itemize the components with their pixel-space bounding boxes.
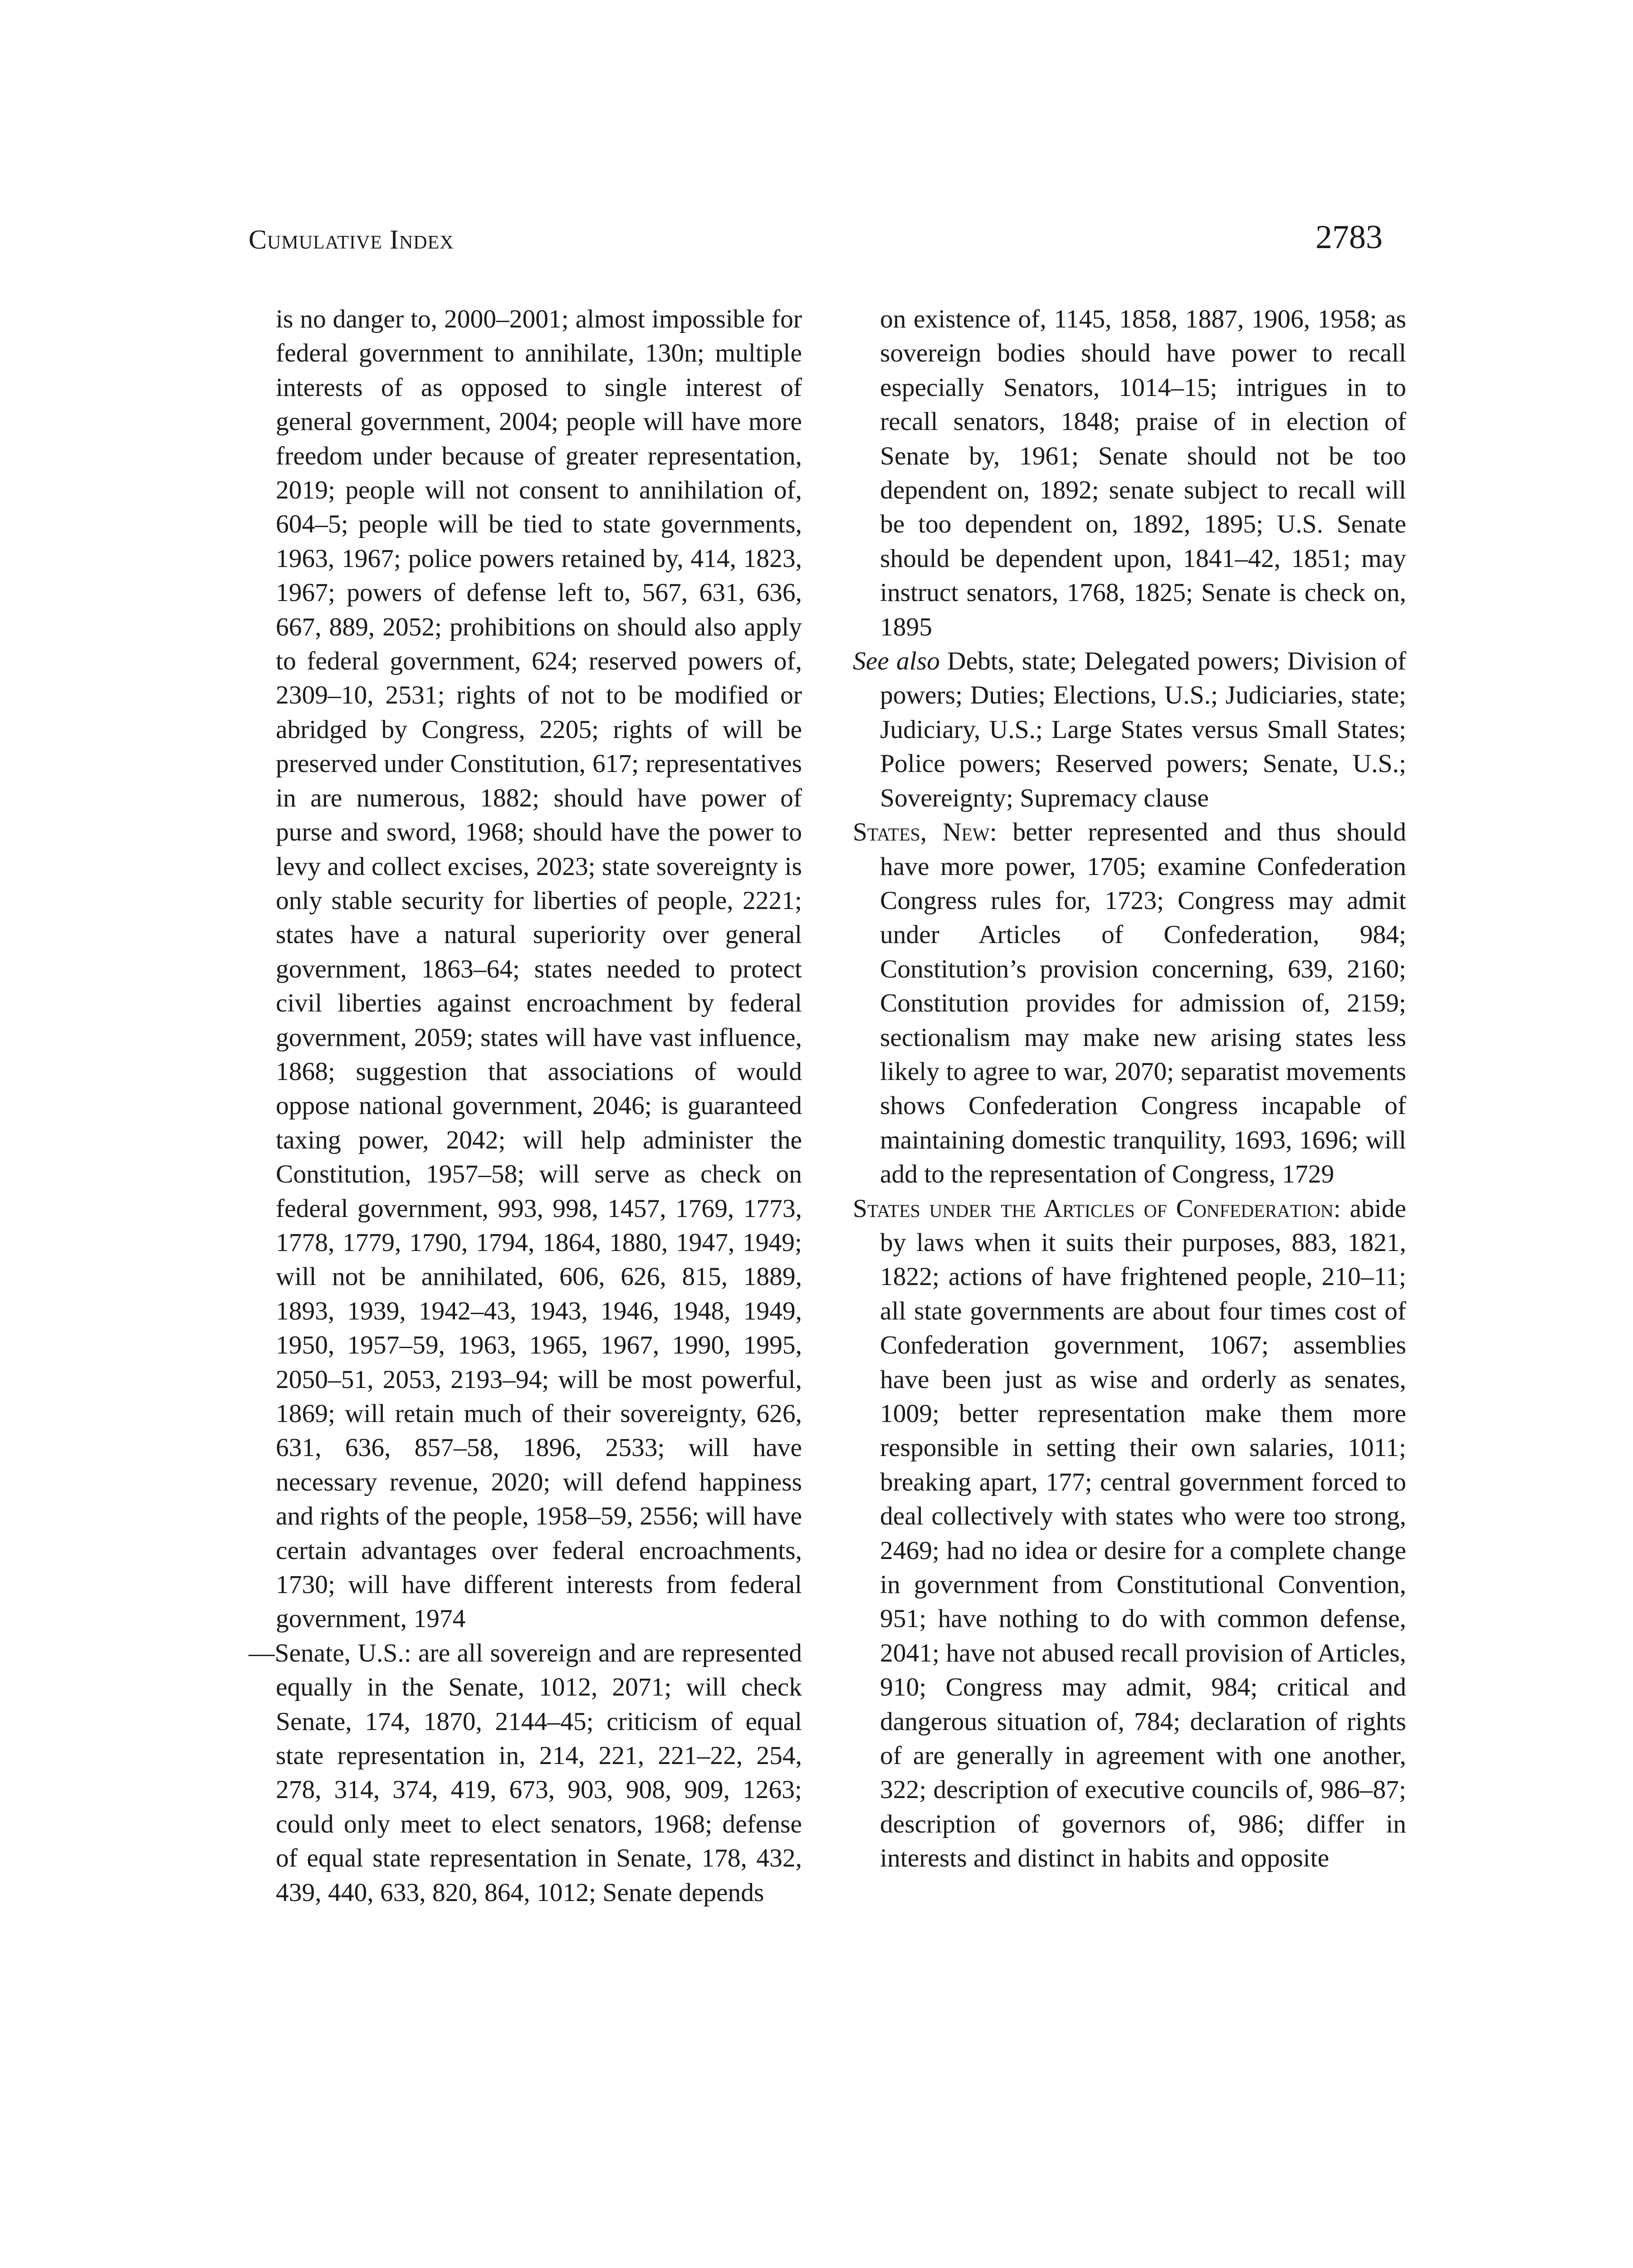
running-head: Cumulative Index — [249, 225, 454, 254]
subentry-text: are all sovereign and are represented equally in the Senate, 1012, 2071; will check Senate, 174, 1870, 2144–45; criticism of equal state representation in, 214, 221, 221–22, 254, 278, 314, 374, 419, 673, 903, 908, 909, 1263; could only meet to elect senators, 1968; defense of equal state representation in Senate, 178, 432, 439, 440, 633, 820, 864, 1012; Senate depends — [276, 1638, 802, 1907]
entry-heading: States under the Articles of Confederation: — [853, 1194, 1341, 1223]
index-subentry-senate — [249, 1636, 802, 1910]
see-also-text: Debts, state; Delegated powers; Division of powers; Duties; Elections, U.S.; Judiciaries, state; Judiciary, U.S.; Large States versus Small States; Police powers; Reserved powers; Senate, U.S.; Sovereignty; Supremacy clause — [880, 647, 1406, 812]
entry-text: abide by laws when it suits their purposes, 883, 1821, 1822; actions of have frightened people, 210–11; all state governments are about four times cost of Confederation government, 1067; assemblies have been just as wise and orderly as senates, 1009; better representation make them more responsible in setting their own salaries, 1011; breaking apart, 177; central government forced to deal collectively with states who were too strong, 2469; had no idea or desire for a complete change in government from Constitutional Convention, 951; have nothing to do with common defense, 2041; have not abused recall provision of Articles, 910; Congress may admit, 984; critical and dangerous situation of, 784; declaration of rights of are generally in agreement with one another, 322; description of executive councils of, 986–87; description of governors of, 986; differ in interests and distinct in habits and opposite — [880, 1194, 1406, 1873]
right-column — [853, 302, 1406, 1876]
index-entry-states-new — [853, 815, 1406, 1191]
index-entry-states-articles — [853, 1192, 1406, 1876]
see-also-label: See also — [853, 647, 940, 676]
entry-text: better represented and thus should have more power, 1705; examine Confederation Congress rules for, 1723; Congress may admit under Articles of Confederation, 984; Constitution’s provision concerning, 639, 2160; Constitution provides for admission of, 2159; sectionalism may make new arising states less likely to agree to war, 2070; separatist movements shows Confederation Congress incapable of maintaining domestic tranquility, 1693, 1696; will add to the representation of Congress, 1729 — [880, 818, 1406, 1189]
page-number: 2783 — [1315, 219, 1383, 256]
index-entry-continuation: on existence of, 1145, 1858, 1887, 1906, 1958; as sovereign bodies should have power to recall especially Senators, 1014–15; intrigues in to recall senators, 1848; praise of in election of Senate by, 1961; Senate should not be too dependent on, 1892; senate subject to recall will be too dependent on, 1892, 1895; U.S. Senate should be dependent upon, 1841–42, 1851; may instruct senators, 1768, 1825; Senate is check on, 1895 — [880, 305, 1406, 641]
entry-heading: States, New: — [853, 818, 997, 847]
index-see-also — [853, 644, 1406, 815]
left-column — [249, 302, 802, 1910]
subentry-heading: —Senate, U.S.: — [249, 1638, 411, 1667]
index-entry-continuation: is no danger to, 2000–2001; almost impossible for federal government to annihilate, 130n; multiple interests of as opposed to single interest of general government, 2004; people will have more freedom under because of greater representation, 2019; people will not consent to annihilation of, 604–5; people will be tied to state governments, 1963, 1967; police powers retained by, 414, 1823, 1967; powers of defense left to, 567, 631, 636, 667, 889, 2052; prohibitions on should also apply to federal government, 624; reserved powers of, 2309–10, 2531; rights of not to be modified or abridged by Congress, 2205; rights of will be preserved under Constitution, 617; representatives in are numerous, 1882; should have power of purse and sword, 1968; should have the power to levy and collect excises, 2023; state sovereignty is only stable security for liberties of people, 2221; states have a natural superiority over general government, 1863–64; states needed to protect civil liberties against encroachment by federal government, 2059; states will have vast influence, 1868; suggestion that associations of would oppose national government, 2046; is guaranteed taxing power, 2042; will help administer the Constitution, 1957–58; will serve as check on federal government, 993, 998, 1457, 1769, 1773, 1778, 1779, 1790, 1794, 1864, 1880, 1947, 1949; will not be annihilated, 606, 626, 815, 1889, 1893, 1939, 1942–43, 1943, 1946, 1948, 1949, 1950, 1957–59, 1963, 1965, 1967, 1990, 1995, 2050–51, 2053, 2193–94; will be most powerful, 1869; will retain much of their sovereignty, 626, 631, 636, 857–58, 1896, 2533; will have necessary revenue, 2020; will defend happiness and rights of the people, 1958–59, 2556; will have certain advantages over federal encroachments, 1730; will have different interests from federal government, 1974 — [276, 305, 802, 1633]
